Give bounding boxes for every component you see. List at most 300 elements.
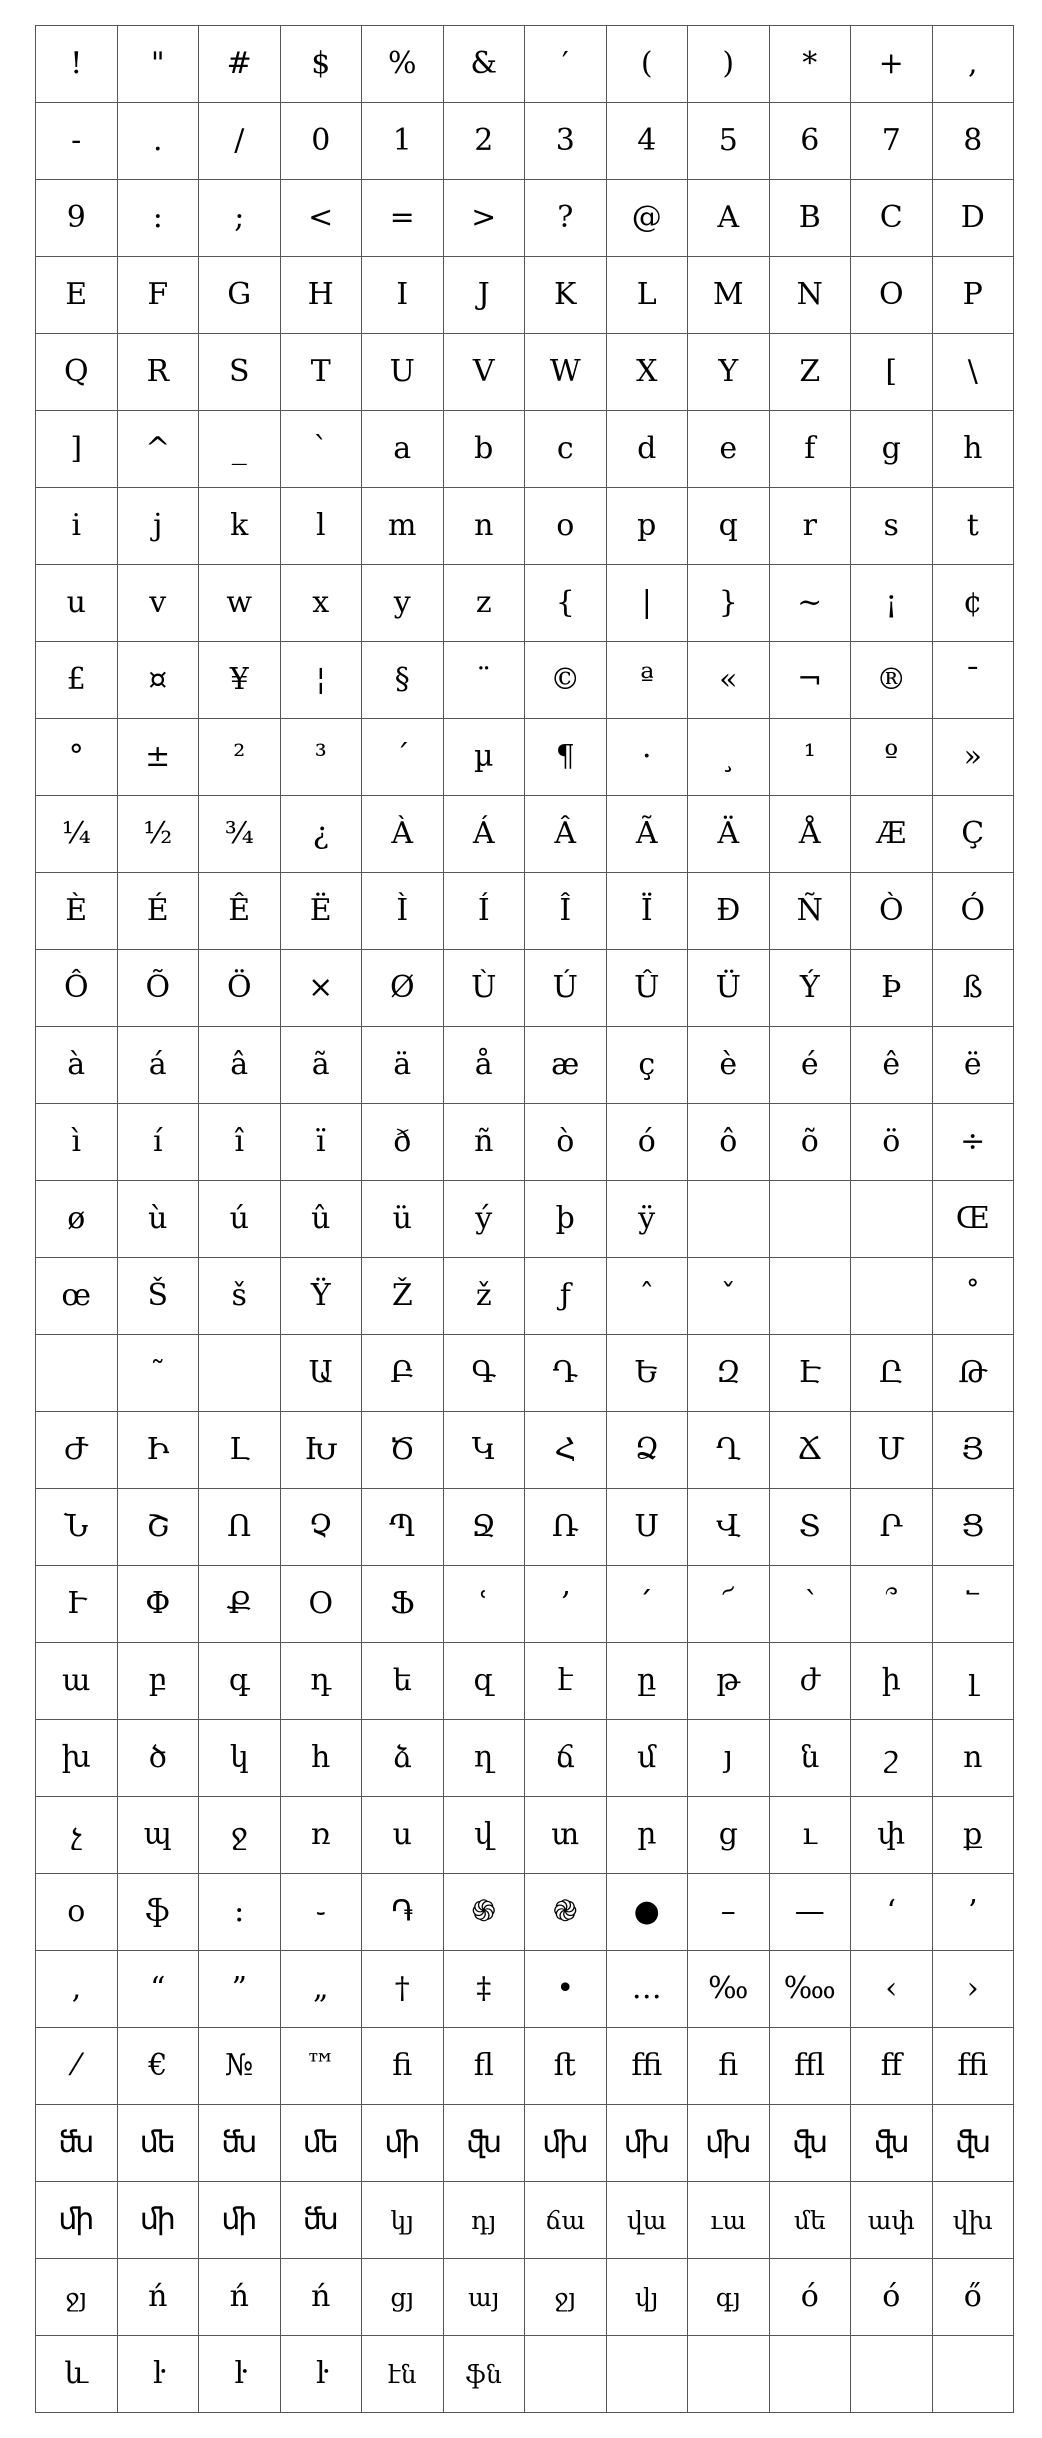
- glyph-cell: –: [688, 1874, 770, 1951]
- glyph-cell: ●: [607, 1874, 689, 1951]
- glyph-cell: է: [525, 1643, 607, 1720]
- glyph-cell: C: [851, 180, 933, 257]
- glyph-cell: Դ: [525, 1335, 607, 1412]
- glyph-cell: պ: [118, 1797, 200, 1874]
- glyph-cell: ª: [607, 642, 689, 719]
- glyph-cell: 1: [362, 103, 444, 180]
- glyph-cell: ›: [933, 1951, 1015, 2028]
- glyph-cell: Ï: [607, 873, 689, 950]
- glyph-cell: ç: [607, 1027, 689, 1104]
- glyph-cell: M: [688, 257, 770, 334]
- glyph-cell: էն: [362, 2336, 444, 2413]
- glyph-cell: ﬄ: [770, 2028, 852, 2105]
- glyph-cell: Ü: [688, 950, 770, 1027]
- glyph-cell: ջյ: [36, 2259, 118, 2336]
- glyph-cell: ^: [118, 411, 200, 488]
- glyph-cell: 8: [933, 103, 1015, 180]
- glyph-cell: ﬔ: [281, 2105, 363, 2182]
- glyph-cell: k: [199, 488, 281, 565]
- glyph-cell: m: [362, 488, 444, 565]
- glyph-cell: c: [525, 411, 607, 488]
- glyph-cell: V: [444, 334, 526, 411]
- glyph-cell: §: [362, 642, 444, 719]
- glyph-cell: *: [770, 26, 852, 103]
- glyph-cell: Ì: [362, 873, 444, 950]
- glyph-cell: “: [118, 1951, 200, 2028]
- glyph-cell: ֍: [444, 1874, 526, 1951]
- glyph-cell: Շ: [118, 1489, 200, 1566]
- glyph-cell: J: [444, 257, 526, 334]
- glyph-cell: Տ: [770, 1489, 852, 1566]
- glyph-cell: Ö: [199, 950, 281, 1027]
- glyph-cell: Æ: [851, 796, 933, 873]
- glyph-cell: կյ: [362, 2182, 444, 2259]
- glyph-cell: „: [281, 1951, 363, 2028]
- glyph-cell: ñ: [444, 1104, 526, 1181]
- glyph-cell: ո: [933, 1720, 1015, 1797]
- glyph-cell: ափ: [851, 2182, 933, 2259]
- glyph-cell: ú: [199, 1181, 281, 1258]
- glyph-cell: Ç: [933, 796, 1015, 873]
- glyph-cell: !: [36, 26, 118, 103]
- glyph-cell: ń: [118, 2259, 200, 2336]
- glyph-cell: v: [118, 565, 200, 642]
- glyph-cell: Չ: [281, 1489, 363, 1566]
- glyph-cell: ի: [851, 1643, 933, 1720]
- glyph-cell: •: [525, 1951, 607, 2028]
- glyph-cell: ÿ: [607, 1181, 689, 1258]
- empty-glyph-cell: [770, 1258, 852, 1335]
- glyph-cell: Ù: [444, 950, 526, 1027]
- glyph-cell: ռ: [281, 1797, 363, 1874]
- glyph-cell: Õ: [118, 950, 200, 1027]
- glyph-cell: º: [851, 719, 933, 796]
- glyph-cell: ձ: [362, 1720, 444, 1797]
- glyph-cell: ó: [607, 1104, 689, 1181]
- glyph-cell: a: [362, 411, 444, 488]
- glyph-cell: »: [933, 719, 1015, 796]
- glyph-cell: ž: [444, 1258, 526, 1335]
- glyph-cell: ﬕ: [36, 2182, 118, 2259]
- glyph-cell: >: [444, 180, 526, 257]
- glyph-chart-grid: [35, 25, 1014, 2413]
- glyph-cell: Բ: [362, 1335, 444, 1412]
- glyph-cell: F: [118, 257, 200, 334]
- glyph-cell: օ: [36, 1874, 118, 1951]
- glyph-cell: ջ: [199, 1797, 281, 1874]
- glyph-cell: ´: [362, 719, 444, 796]
- glyph-cell: թ: [688, 1643, 770, 1720]
- glyph-cell: :: [118, 180, 200, 257]
- glyph-cell: Ր: [851, 1489, 933, 1566]
- glyph-cell: բ: [118, 1643, 200, 1720]
- glyph-cell: դ: [281, 1643, 363, 1720]
- glyph-cell: r: [770, 488, 852, 565]
- glyph-cell: ﬗ: [607, 2105, 689, 2182]
- glyph-cell: ¸: [688, 719, 770, 796]
- glyph-cell: մ: [607, 1720, 689, 1797]
- glyph-cell: վա: [607, 2182, 689, 2259]
- glyph-cell: մե: [770, 2182, 852, 2259]
- glyph-cell: ’: [933, 1874, 1015, 1951]
- glyph-cell: ⁄: [36, 2028, 118, 2105]
- glyph-cell: `: [281, 411, 363, 488]
- glyph-cell: i: [36, 488, 118, 565]
- glyph-cell: ն: [770, 1720, 852, 1797]
- glyph-cell: ժ: [770, 1643, 852, 1720]
- glyph-cell: ù: [118, 1181, 200, 1258]
- glyph-cell: Ի: [118, 1412, 200, 1489]
- glyph-cell: œ: [36, 1258, 118, 1335]
- glyph-cell: õ: [770, 1104, 852, 1181]
- glyph-cell: ‚: [36, 1951, 118, 2028]
- glyph-cell: È: [36, 873, 118, 950]
- glyph-cell: խ: [36, 1720, 118, 1797]
- glyph-cell: ¡: [851, 565, 933, 642]
- glyph-cell: ": [118, 26, 200, 103]
- glyph-cell: №: [199, 2028, 281, 2105]
- glyph-cell: Ռ: [525, 1489, 607, 1566]
- glyph-cell: Ò: [851, 873, 933, 950]
- glyph-cell: ֏: [362, 1874, 444, 1951]
- glyph-cell: ճա: [525, 2182, 607, 2259]
- glyph-cell: &: [444, 26, 526, 103]
- glyph-cell: …: [607, 1951, 689, 2028]
- glyph-cell: é: [770, 1027, 852, 1104]
- glyph-cell: լ: [933, 1643, 1015, 1720]
- glyph-cell: ;: [199, 180, 281, 257]
- empty-glyph-cell: [851, 1258, 933, 1335]
- glyph-cell: ±: [118, 719, 200, 796]
- glyph-cell: Հ: [525, 1412, 607, 1489]
- glyph-cell: Å: [770, 796, 852, 873]
- glyph-cell: Թ: [933, 1335, 1015, 1412]
- glyph-cell: ü: [362, 1181, 444, 1258]
- glyph-cell: Օ: [281, 1566, 363, 1643]
- glyph-cell: Պ: [362, 1489, 444, 1566]
- glyph-cell: E: [36, 257, 118, 334]
- glyph-cell: î: [199, 1104, 281, 1181]
- glyph-cell: ։: [199, 1874, 281, 1951]
- glyph-cell: 7: [851, 103, 933, 180]
- glyph-cell: ﬖ: [444, 2105, 526, 2182]
- glyph-cell: ©: [525, 642, 607, 719]
- glyph-cell: Ñ: [770, 873, 852, 950]
- empty-glyph-cell: [525, 2336, 607, 2413]
- glyph-cell: Ð: [688, 873, 770, 950]
- glyph-cell: Լ: [199, 1412, 281, 1489]
- glyph-cell: գ: [199, 1643, 281, 1720]
- empty-glyph-cell: [770, 2336, 852, 2413]
- glyph-cell: ՝: [770, 1566, 852, 1643]
- glyph-cell: ð: [362, 1104, 444, 1181]
- glyph-cell: ő: [933, 2259, 1015, 2336]
- glyph-cell: _: [199, 411, 281, 488]
- glyph-cell: ô: [688, 1104, 770, 1181]
- glyph-cell: y: [362, 565, 444, 642]
- glyph-cell: ¨: [444, 642, 526, 719]
- glyph-cell: -: [36, 103, 118, 180]
- glyph-cell: G: [199, 257, 281, 334]
- glyph-cell: ³: [281, 719, 363, 796]
- glyph-cell: Q: [36, 334, 118, 411]
- glyph-cell: ﬗ: [525, 2105, 607, 2182]
- glyph-cell: N: [770, 257, 852, 334]
- glyph-cell: Ž: [362, 1258, 444, 1335]
- glyph-cell: Ք: [199, 1566, 281, 1643]
- glyph-cell: «: [688, 642, 770, 719]
- glyph-cell: ¶: [525, 719, 607, 796]
- glyph-cell: Ծ: [362, 1412, 444, 1489]
- glyph-cell: š: [199, 1258, 281, 1335]
- glyph-cell: Ø: [362, 950, 444, 1027]
- glyph-cell: I: [362, 257, 444, 334]
- glyph-cell: ŀ: [199, 2336, 281, 2413]
- glyph-cell: û: [281, 1181, 363, 1258]
- glyph-cell: b: [444, 411, 526, 488]
- glyph-cell: µ: [444, 719, 526, 796]
- glyph-cell: Գ: [444, 1335, 526, 1412]
- glyph-cell: ﬅ: [525, 2028, 607, 2105]
- glyph-cell: ‹: [851, 1951, 933, 2028]
- glyph-cell: Ժ: [36, 1412, 118, 1489]
- glyph-cell: Ձ: [607, 1412, 689, 1489]
- glyph-cell: U: [362, 334, 444, 411]
- glyph-cell: ™: [281, 2028, 363, 2105]
- glyph-cell: ւա: [688, 2182, 770, 2259]
- glyph-cell: Þ: [851, 950, 933, 1027]
- glyph-cell: ծ: [118, 1720, 200, 1797]
- glyph-cell: e: [688, 411, 770, 488]
- glyph-cell: Կ: [444, 1412, 526, 1489]
- glyph-cell: Ÿ: [281, 1258, 363, 1335]
- glyph-cell: L: [607, 257, 689, 334]
- glyph-cell: [: [851, 334, 933, 411]
- glyph-cell: Ê: [199, 873, 281, 950]
- glyph-cell: 5: [688, 103, 770, 180]
- glyph-cell: չ: [36, 1797, 118, 1874]
- glyph-cell: ﬁ: [688, 2028, 770, 2105]
- glyph-cell: O: [851, 257, 933, 334]
- glyph-cell: s: [851, 488, 933, 565]
- glyph-cell: Ô: [36, 950, 118, 1027]
- glyph-cell: ﬓ: [281, 2182, 363, 2259]
- glyph-cell: ՟: [933, 1566, 1015, 1643]
- empty-glyph-cell: [688, 1181, 770, 1258]
- glyph-cell: ŀ: [281, 2336, 363, 2413]
- glyph-cell: +: [851, 26, 933, 103]
- glyph-cell: Ե: [607, 1335, 689, 1412]
- glyph-cell: w: [199, 565, 281, 642]
- glyph-cell: h: [933, 411, 1015, 488]
- glyph-cell: ֎: [525, 1874, 607, 1951]
- glyph-cell: ×: [281, 950, 363, 1027]
- glyph-cell: վյ: [607, 2259, 689, 2336]
- glyph-cell: }: [688, 565, 770, 642]
- glyph-cell: ¼: [36, 796, 118, 873]
- glyph-cell: f: [770, 411, 852, 488]
- glyph-cell: <: [281, 180, 363, 257]
- glyph-cell: ﬃ: [933, 2028, 1015, 2105]
- glyph-cell: ը: [607, 1643, 689, 1720]
- glyph-cell: ‡: [444, 1951, 526, 2028]
- glyph-cell: հ: [281, 1720, 363, 1797]
- glyph-cell: t: [933, 488, 1015, 565]
- glyph-cell: Ղ: [688, 1412, 770, 1489]
- glyph-cell: ՚: [525, 1566, 607, 1643]
- glyph-cell: ‰: [688, 1951, 770, 2028]
- empty-glyph-cell: [607, 2336, 689, 2413]
- glyph-cell: °: [36, 719, 118, 796]
- glyph-cell: ս: [362, 1797, 444, 1874]
- glyph-cell: ﬗ: [688, 2105, 770, 2182]
- glyph-cell: վ: [444, 1797, 526, 1874]
- glyph-cell: è: [688, 1027, 770, 1104]
- glyph-cell: շ: [851, 1720, 933, 1797]
- glyph-cell: p: [607, 488, 689, 565]
- glyph-cell: à: [36, 1027, 118, 1104]
- glyph-cell: ń: [199, 2259, 281, 2336]
- glyph-cell: ë: [933, 1027, 1015, 1104]
- glyph-cell: ﬀ: [851, 2028, 933, 2105]
- glyph-cell: ó: [851, 2259, 933, 2336]
- glyph-cell: գյ: [688, 2259, 770, 2336]
- glyph-cell: ¤: [118, 642, 200, 719]
- glyph-cell: ֆն: [444, 2336, 526, 2413]
- glyph-cell: ղ: [444, 1720, 526, 1797]
- glyph-cell: Ó: [933, 873, 1015, 950]
- glyph-cell: £: [36, 642, 118, 719]
- glyph-cell: ń: [281, 2259, 363, 2336]
- glyph-cell: ﬓ: [36, 2105, 118, 2182]
- glyph-cell: x: [281, 565, 363, 642]
- glyph-cell: ¾: [199, 796, 281, 873]
- glyph-cell: =: [362, 180, 444, 257]
- glyph-cell: տ: [525, 1797, 607, 1874]
- glyph-cell: ~: [770, 565, 852, 642]
- glyph-cell: ,: [933, 26, 1015, 103]
- glyph-cell: ˜: [118, 1335, 200, 1412]
- glyph-cell: 3: [525, 103, 607, 180]
- glyph-cell: Ä: [688, 796, 770, 873]
- glyph-cell: ﬖ: [770, 2105, 852, 2182]
- glyph-cell: Ա: [281, 1335, 363, 1412]
- glyph-cell: Ֆ: [362, 1566, 444, 1643]
- glyph-cell: ¬: [770, 642, 852, 719]
- glyph-cell: ¢: [933, 565, 1015, 642]
- glyph-cell: Ց: [933, 1489, 1015, 1566]
- glyph-cell: K: [525, 257, 607, 334]
- glyph-cell: ·: [607, 719, 689, 796]
- glyph-cell: ֆ: [118, 1874, 200, 1951]
- glyph-cell: W: [525, 334, 607, 411]
- glyph-cell: 6: [770, 103, 852, 180]
- glyph-cell: ﬔ: [118, 2105, 200, 2182]
- glyph-cell: o: [525, 488, 607, 565]
- glyph-cell: փ: [851, 1797, 933, 1874]
- glyph-cell: Z: [770, 334, 852, 411]
- glyph-cell: ‱: [770, 1951, 852, 2028]
- glyph-cell: n: [444, 488, 526, 565]
- empty-glyph-cell: [36, 1335, 118, 1412]
- glyph-cell: å: [444, 1027, 526, 1104]
- glyph-cell: 9: [36, 180, 118, 257]
- glyph-cell: ß: [933, 950, 1015, 1027]
- glyph-cell: d: [607, 411, 689, 488]
- glyph-cell: ä: [362, 1027, 444, 1104]
- empty-glyph-cell: [688, 2336, 770, 2413]
- glyph-cell: Է: [770, 1335, 852, 1412]
- glyph-cell: â: [199, 1027, 281, 1104]
- glyph-cell: ŀ: [118, 2336, 200, 2413]
- glyph-cell: ”: [199, 1951, 281, 2028]
- glyph-cell: ′: [525, 26, 607, 103]
- glyph-cell: Զ: [688, 1335, 770, 1412]
- glyph-cell: ¥: [199, 642, 281, 719]
- glyph-cell: 4: [607, 103, 689, 180]
- empty-glyph-cell: [851, 1181, 933, 1258]
- glyph-cell: /: [199, 103, 281, 180]
- glyph-cell: վխ: [933, 2182, 1015, 2259]
- glyph-cell: Œ: [933, 1181, 1015, 1258]
- glyph-cell: ք: [933, 1797, 1015, 1874]
- glyph-cell: յ: [688, 1720, 770, 1797]
- glyph-cell: j: [118, 488, 200, 565]
- glyph-cell: ã: [281, 1027, 363, 1104]
- glyph-cell: €: [118, 2028, 200, 2105]
- glyph-cell: À: [362, 796, 444, 873]
- glyph-cell: †: [362, 1951, 444, 2028]
- glyph-cell: դյ: [444, 2182, 526, 2259]
- glyph-cell: ﬓ: [199, 2105, 281, 2182]
- glyph-cell: ¦: [281, 642, 363, 719]
- glyph-cell: Ջ: [444, 1489, 526, 1566]
- glyph-cell: ւ: [770, 1797, 852, 1874]
- glyph-cell: \: [933, 334, 1015, 411]
- glyph-cell: ﬂ: [444, 2028, 526, 2105]
- glyph-cell: É: [118, 873, 200, 950]
- glyph-cell: Ւ: [36, 1566, 118, 1643]
- glyph-cell: $: [281, 26, 363, 103]
- glyph-cell: g: [851, 411, 933, 488]
- glyph-cell: ¿: [281, 796, 363, 873]
- glyph-cell: Ո: [199, 1489, 281, 1566]
- glyph-cell: Ս: [607, 1489, 689, 1566]
- glyph-cell: P: [933, 257, 1015, 334]
- glyph-cell: ﬖ: [933, 2105, 1015, 2182]
- glyph-cell: l: [281, 488, 363, 565]
- glyph-cell: D: [933, 180, 1015, 257]
- glyph-cell: ø: [36, 1181, 118, 1258]
- glyph-cell: զ: [444, 1643, 526, 1720]
- glyph-cell: ց: [688, 1797, 770, 1874]
- glyph-cell: ﬕ: [362, 2105, 444, 2182]
- glyph-cell: ö: [851, 1104, 933, 1181]
- glyph-cell: այ: [444, 2259, 526, 2336]
- glyph-cell: ]: [36, 411, 118, 488]
- glyph-cell: A: [688, 180, 770, 257]
- glyph-cell: —: [770, 1874, 852, 1951]
- glyph-cell: ˆ: [607, 1258, 689, 1335]
- glyph-cell: Â: [525, 796, 607, 873]
- empty-glyph-cell: [933, 2336, 1015, 2413]
- glyph-cell: ﬖ: [851, 2105, 933, 2182]
- glyph-cell: ՛: [607, 1566, 689, 1643]
- glyph-cell: 2: [444, 103, 526, 180]
- glyph-cell: ®: [851, 642, 933, 719]
- glyph-cell: Û: [607, 950, 689, 1027]
- glyph-cell: T: [281, 334, 363, 411]
